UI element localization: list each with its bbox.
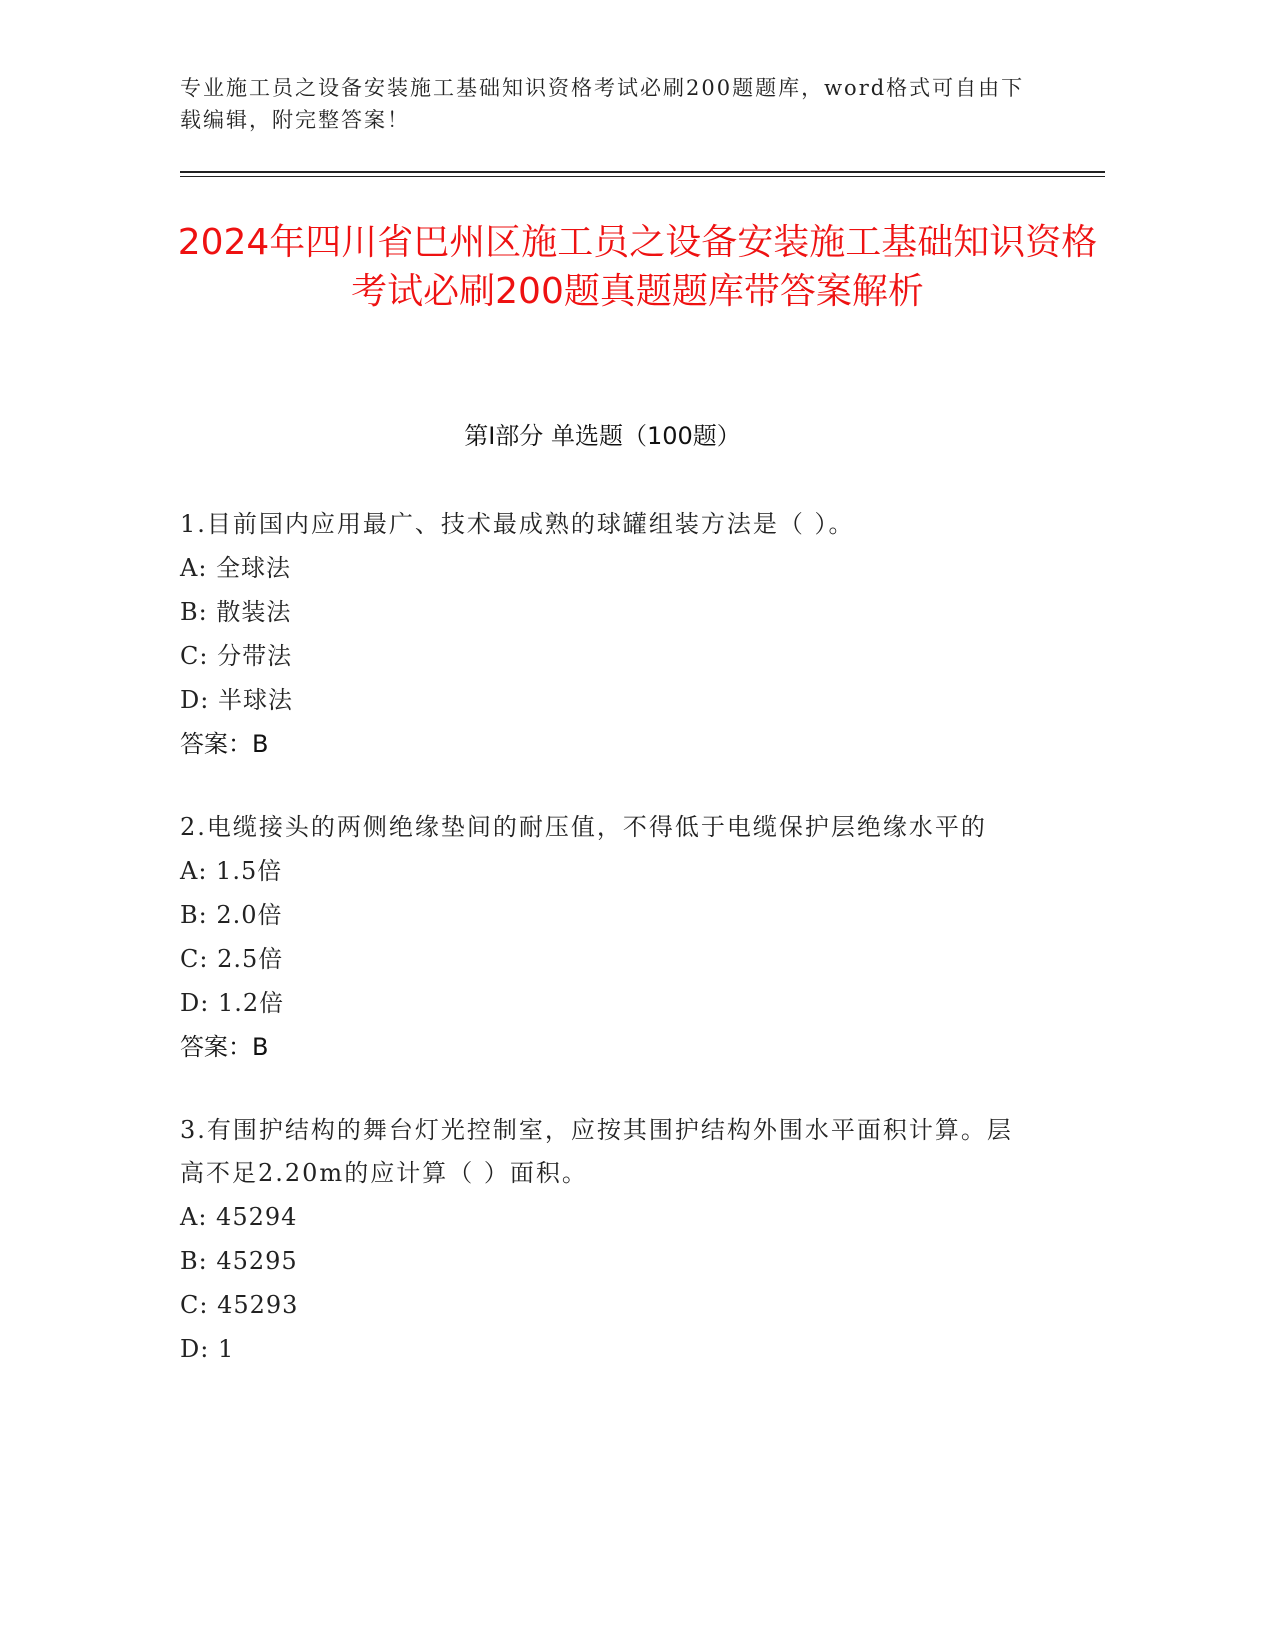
option-c: C: 45293	[180, 1291, 299, 1319]
option-b: B: 散装法	[180, 598, 292, 626]
question-stem: 2.电缆接头的两侧绝缘垫间的耐压值，不得低于电缆保护层绝缘水平的	[180, 813, 987, 841]
option-a: A: 全球法	[180, 554, 292, 582]
question-1	[180, 503, 1020, 766]
question-stem: 1.目前国内应用最广、技术最成熟的球罐组装方法是（ ）。	[180, 510, 855, 538]
option-d: D: 1.2倍	[180, 989, 285, 1017]
question-3	[180, 1109, 1020, 1371]
question-stem: 3.有围护结构的舞台灯光控制室，应按其围护结构外围水平面积计算。层高不足2.20m的应计算（ ）面积。	[180, 1116, 1013, 1187]
option-b: B: 2.0倍	[180, 901, 283, 929]
answer-line: 答案：B	[180, 730, 269, 758]
option-c: C: 分带法	[180, 642, 293, 670]
header-note: 专业施工员之设备安装施工基础知识资格考试必刷200题题库，word格式可自由下载编辑，附完整答案！	[180, 76, 1025, 132]
option-a: A: 45294	[180, 1203, 298, 1231]
document-title: 2024年四川省巴州区施工员之设备安装施工基础知识资格考试必刷200题真题题库带答案解析	[177, 222, 1098, 312]
question-list	[180, 503, 1020, 1411]
option-a: A: 1.5倍	[180, 857, 283, 885]
option-b: B: 45295	[180, 1247, 298, 1275]
answer-line: 答案：B	[180, 1033, 269, 1061]
option-d: D: 1	[180, 1335, 235, 1363]
option-c: C: 2.5倍	[180, 945, 284, 973]
option-d: D: 半球法	[180, 686, 293, 714]
section-heading: 第I部分 单选题（100题）	[464, 422, 741, 450]
header-divider-thick	[180, 171, 1105, 173]
header-divider-thin	[180, 176, 1105, 177]
question-2	[180, 806, 1020, 1069]
